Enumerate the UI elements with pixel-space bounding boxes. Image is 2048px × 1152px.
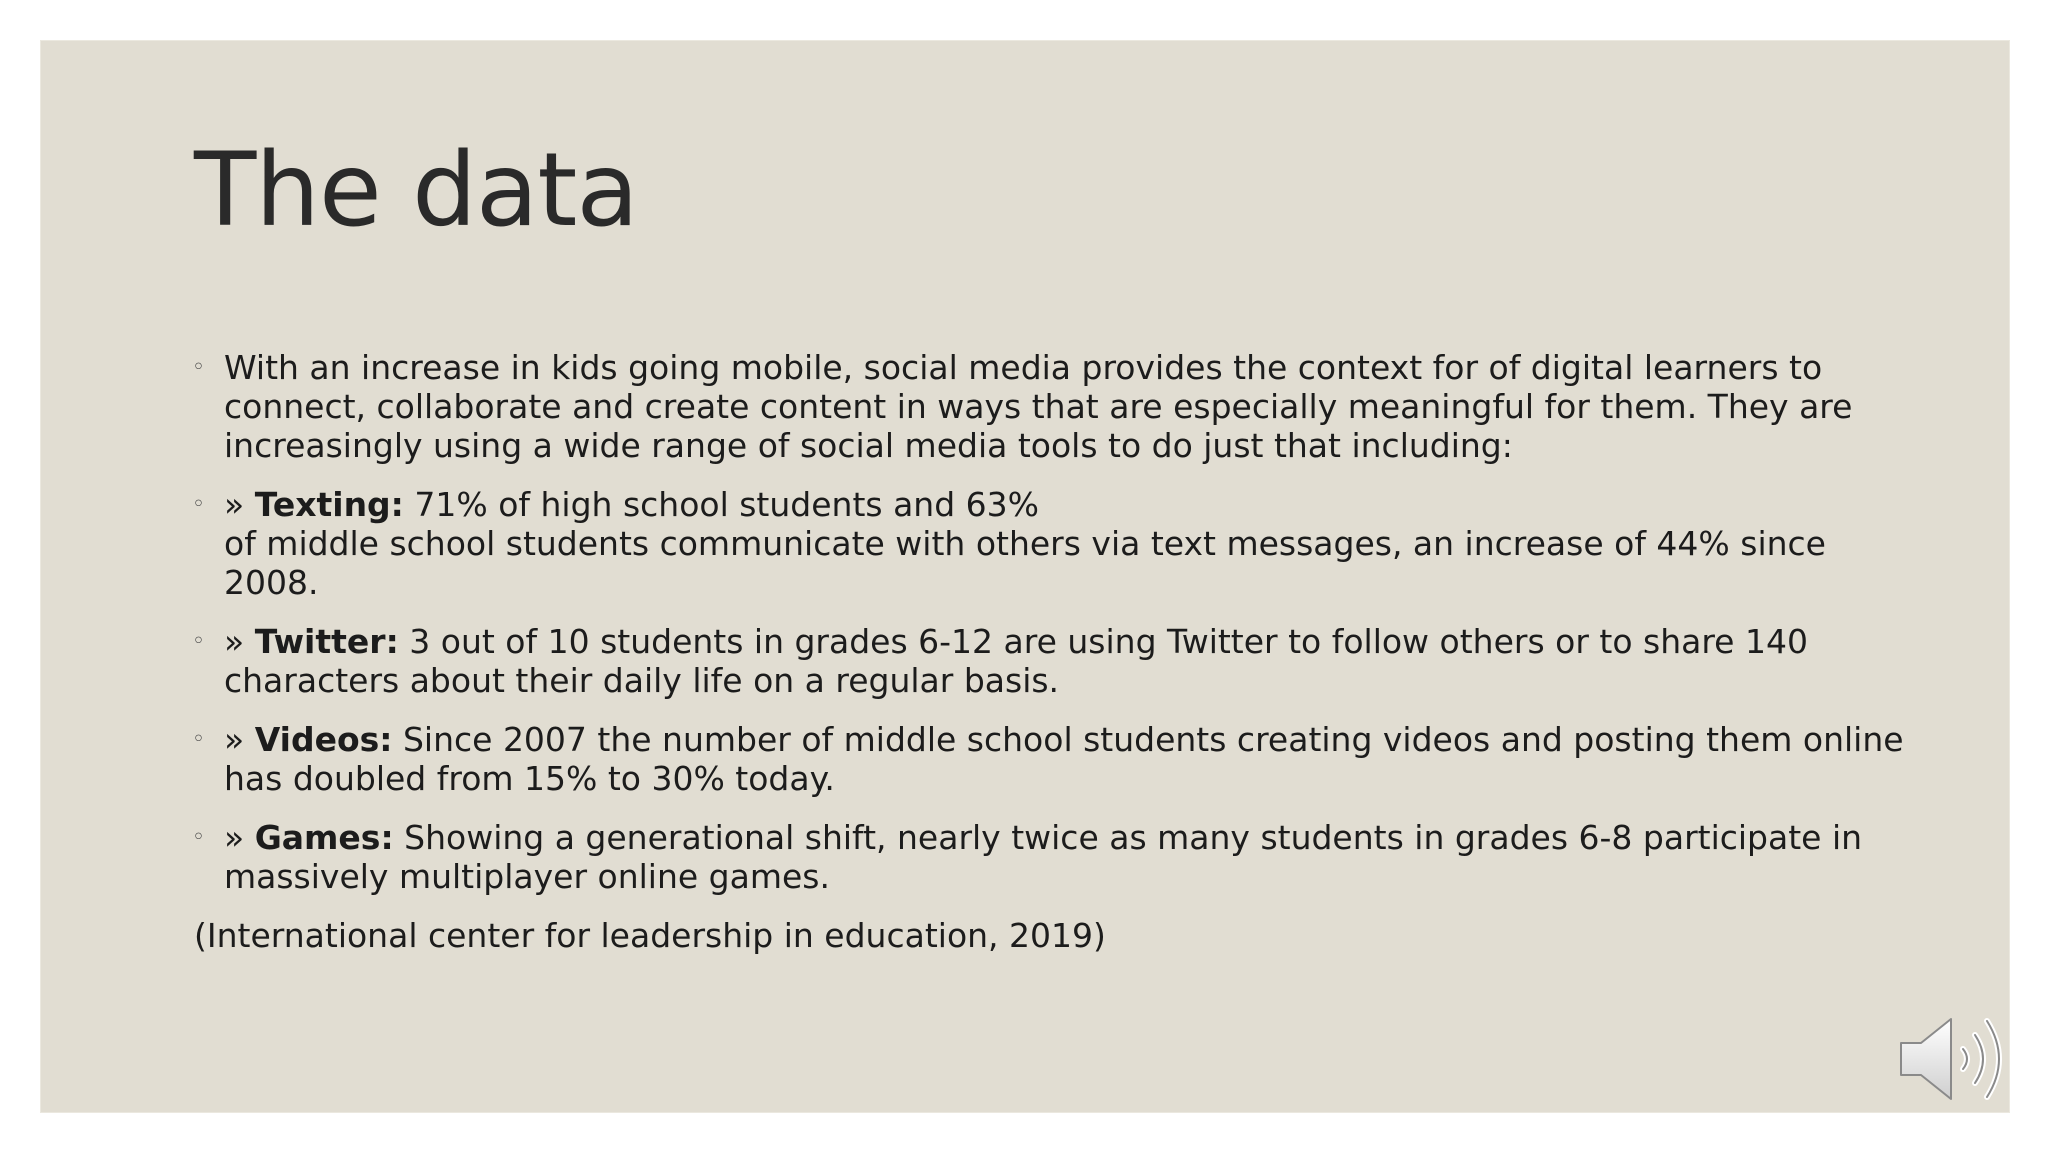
speaker-icon[interactable] [1897, 1015, 2011, 1103]
bullet-text: With an increase in kids going mobile, social media provides the context for of digital learners to connect, collaborate and create content in ways that are especially meaningful for them. They are increasingly using a wide range of social media tools to do just that including: [224, 348, 1853, 465]
bullet-marker: ◦ [192, 492, 205, 517]
bullet-item-videos [194, 720, 1914, 798]
bullet-body: Since 2007 the number of middle school students creating videos and posting them online has doubled from 15% to 30% today. [224, 720, 1904, 798]
slide [40, 40, 2010, 1113]
bullet-body: Showing a generational shift, nearly twice as many students in grades 6-8 participate in massively multiplayer online games. [224, 818, 1863, 896]
bullet-label: Videos: [254, 720, 393, 759]
bullet-label: Texting: [254, 485, 404, 524]
bullet-prefix: » [224, 720, 255, 759]
bullet-text [224, 622, 1808, 700]
slide-content [194, 348, 1914, 955]
bullet-text [224, 720, 1904, 798]
bullet-item-texting [194, 485, 1914, 602]
bullet-body-line2: of middle school students communicate with others via text messages, an increase of 44% since 2008. [224, 524, 1826, 602]
bullet-item-games [194, 818, 1914, 896]
bullet-prefix: » [224, 622, 255, 661]
bullet-label: Twitter: [254, 622, 399, 661]
slide-title: The data [194, 131, 638, 250]
bullet-marker: ◦ [192, 629, 205, 654]
bullet-prefix: » [224, 485, 255, 524]
bullet-body: 3 out of 10 students in grades 6-12 are using Twitter to follow others or to share 140 characters about their daily life on a regular basis. [224, 622, 1808, 700]
bullet-text [224, 818, 1862, 896]
bullet-label: Games: [254, 818, 394, 857]
speaker-icon-graphic [1897, 1015, 2011, 1103]
bullet-prefix: » [224, 818, 255, 857]
bullet-item-intro [194, 348, 1914, 465]
citation: (International center for leadership in education, 2019) [194, 916, 1106, 955]
bullet-marker: ◦ [192, 355, 205, 380]
bullet-text [224, 485, 1826, 602]
bullet-item-twitter [194, 622, 1914, 700]
bullet-body-line1: 71% of high school students and 63% [403, 485, 1039, 524]
bullet-marker: ◦ [192, 727, 205, 752]
bullet-marker: ◦ [192, 825, 205, 850]
